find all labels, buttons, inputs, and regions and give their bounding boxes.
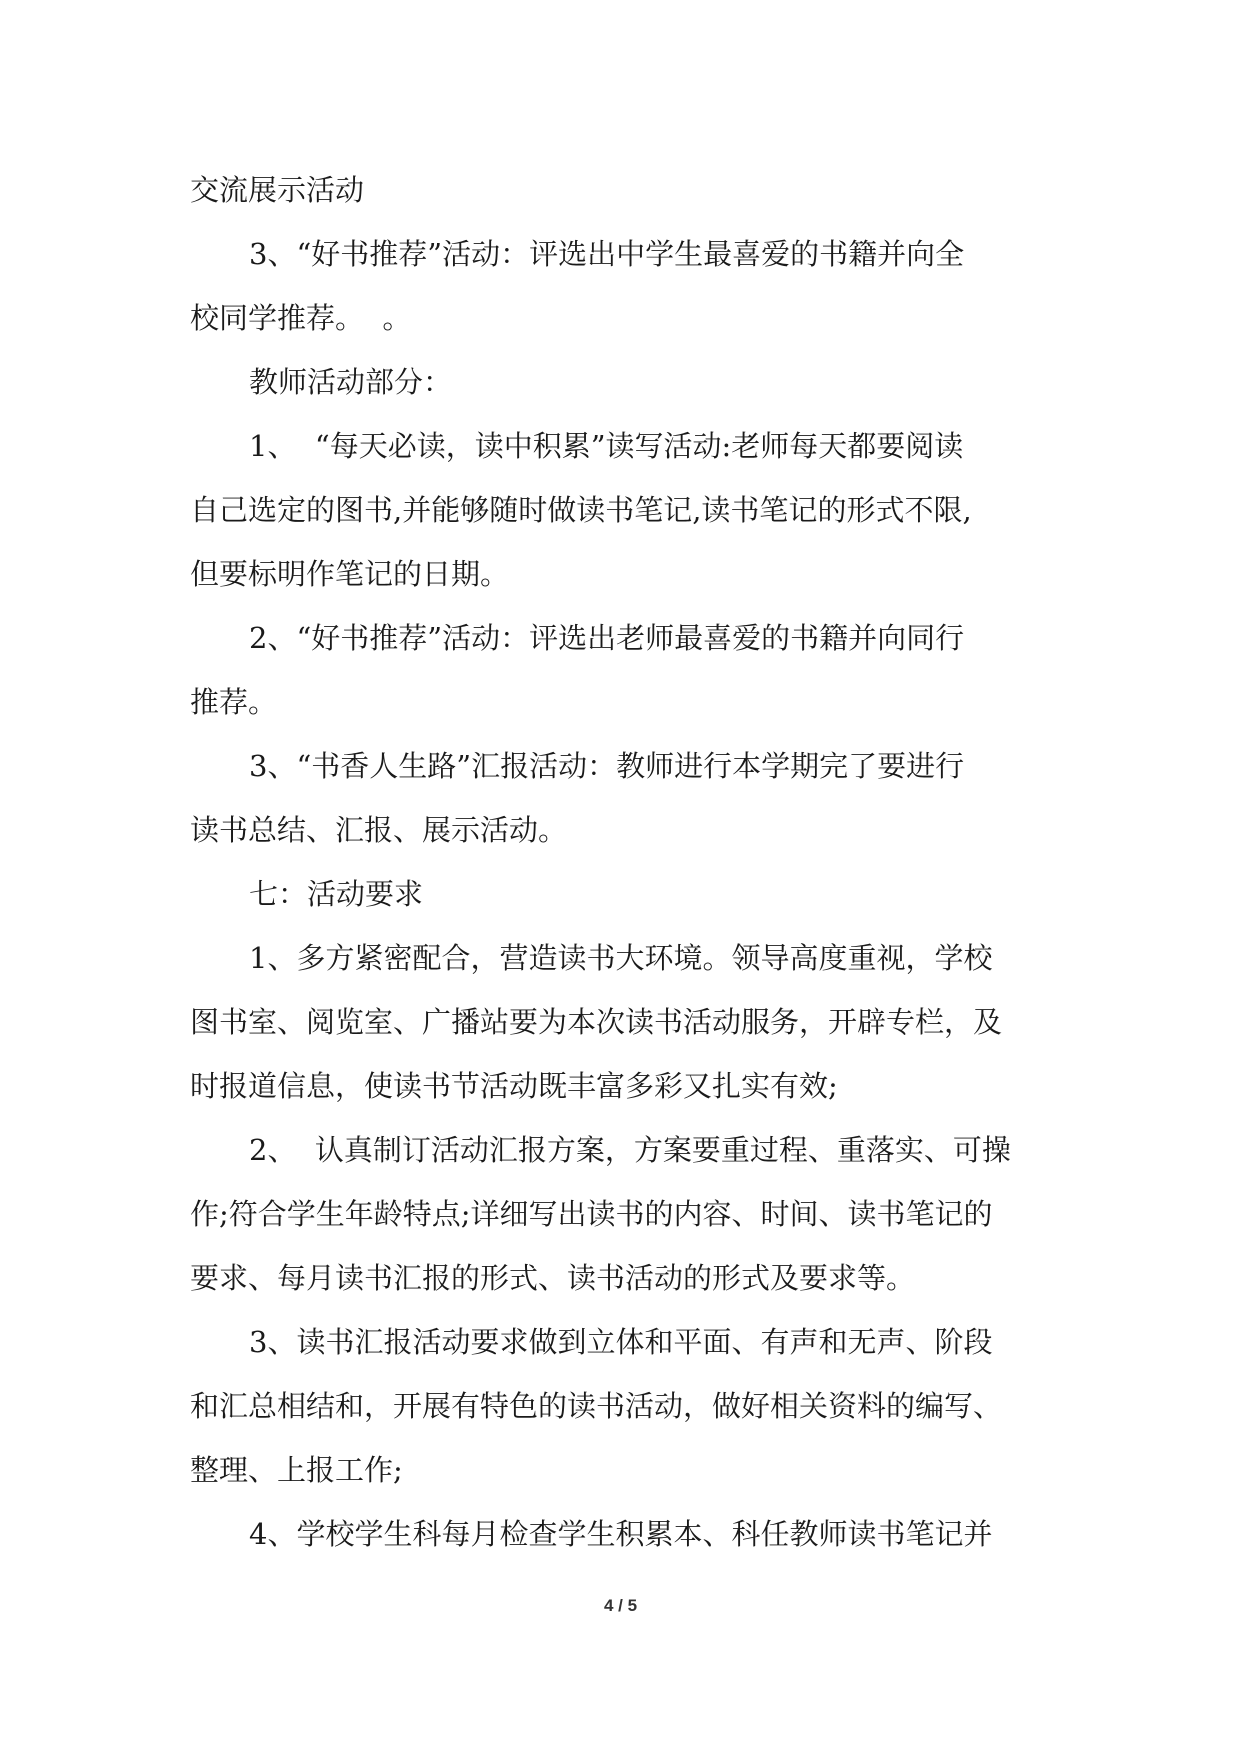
text-line: 教师活动部分： — [249, 365, 453, 399]
text-line: 4、学校学生科每月检查学生积累本、科任教师读书笔记并 — [249, 1517, 993, 1551]
text-line: 3、读书汇报活动要求做到立体和平面、有声和无声、阶段 — [249, 1325, 993, 1359]
page-number: 4 / 5 — [603, 1596, 638, 1615]
text-line: 图书室、阅览室、广播站要为本次读书活动服务，开辟专栏，及 — [190, 1005, 1003, 1039]
text-line: 七：活动要求 — [249, 877, 424, 911]
text-line: 2、 认真制订活动汇报方案，方案要重过程、重落实、可操 — [249, 1133, 1011, 1167]
text-line: 时报道信息，使读书节活动既丰富多彩又扎实有效; — [190, 1069, 838, 1103]
document-body — [190, 158, 1054, 1566]
text-line: 要求、每月读书汇报的形式、读书活动的形式及要求等。 — [190, 1261, 916, 1295]
text-line: 整理、上报工作; — [190, 1453, 403, 1487]
text-line: 交流展示活动 — [190, 173, 365, 207]
text-line: 作;符合学生年龄特点;详细写出读书的内容、时间、读书笔记的 — [190, 1197, 993, 1231]
text-line: 推荐。 — [190, 685, 278, 719]
text-line: 2、“好书推荐”活动：评选出老师最喜爱的书籍并向同行 — [249, 621, 965, 655]
text-line: 3、“好书推荐”活动：评选出中学生最喜爱的书籍并向全 — [249, 237, 965, 271]
text-line: 读书总结、汇报、展示活动。 — [190, 813, 568, 847]
text-line: 1、 “每天必读，读中积累”读写活动:老师每天都要阅读 — [249, 429, 964, 463]
text-line: 校同学推荐。 。 — [190, 301, 412, 335]
text-line: 1、多方紧密配合，营造读书大环境。领导高度重视，学校 — [249, 941, 993, 975]
text-line: 但要标明作笔记的日期。 — [190, 557, 510, 591]
text-line: 3、“书香人生路”汇报活动：教师进行本学期完了要进行 — [249, 749, 965, 783]
text-line: 自己选定的图书,并能够随时做读书笔记,读书笔记的形式不限, — [190, 493, 972, 527]
text-line: 和汇总相结和，开展有特色的读书活动，做好相关资料的编写、 — [190, 1389, 1003, 1423]
